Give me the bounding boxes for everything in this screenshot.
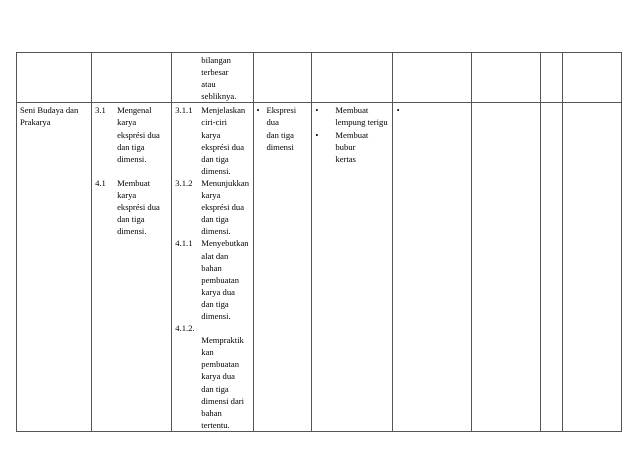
indikator-item [175, 322, 249, 431]
cell-kompetensi-dasar [92, 103, 172, 432]
indikator-text: Menunjukkan karya eksprési dua dan tiga dimensi. [201, 177, 250, 237]
kd-item [95, 104, 168, 164]
cell-mapel-empty [17, 53, 92, 103]
indikator-text: Menjelaskan ciri-ciri karya eksprési dua dan tiga dimensi. [201, 105, 246, 176]
mapel-text: Seni Budaya dan Prakarya [20, 105, 79, 128]
kd-text: Membuat karya eksprési dua dan tiga dimensi. [117, 177, 160, 237]
kd-number: 4.1 [95, 177, 106, 188]
cell-indikator-continuation [172, 53, 253, 103]
cell-kd-empty [92, 53, 172, 103]
indikator-number: 3.1.2 [175, 177, 193, 188]
kegiatan-list-item [315, 129, 388, 165]
indikator-text: Mempraktik kan pembuatan karya dua dan tiga dimensi dari bahan tertentu. [201, 335, 245, 430]
indikator-number: 4.1.1 [175, 238, 193, 249]
cell-col8-empty [540, 53, 562, 103]
kegiatan-text: Membuat bubur kertas [335, 129, 369, 164]
cell-mapel [17, 103, 92, 432]
bullet-icon: • [256, 105, 260, 116]
table-row-continuation [17, 53, 622, 103]
bullet-icon: • [396, 105, 400, 116]
syllabus-table [16, 52, 622, 432]
cell-kegiatan-empty [312, 53, 392, 103]
table-row-seni-budaya [17, 103, 622, 432]
bullet-icon: • [315, 105, 319, 116]
cell-materi [253, 103, 312, 432]
kegiatan-text: Membuat lempung terigu [335, 105, 388, 128]
cell-col8 [540, 103, 562, 432]
kd-item [95, 177, 168, 237]
indikator-item [175, 104, 249, 177]
kegiatan-list-item [315, 104, 388, 128]
indikator-item [175, 237, 249, 322]
cell-col7-empty [471, 53, 540, 103]
indikator-continuation-text: bilangan terbesar atau sebliknya. [201, 55, 237, 102]
cell-kegiatan [312, 103, 392, 432]
kd-number: 3.1 [95, 105, 106, 116]
cell-col6-empty [392, 53, 471, 103]
indikator-number: 3.1.1 [175, 105, 193, 116]
cell-col7 [471, 103, 540, 432]
indikator-item [175, 177, 249, 237]
cell-col9-empty [563, 53, 622, 103]
cell-col6 [392, 103, 471, 432]
cell-col9 [563, 103, 622, 432]
cell-indikator [172, 103, 253, 432]
indikator-number: 4.1.2. [175, 323, 195, 334]
bullet-icon: • [315, 129, 319, 140]
cell-materi-empty [253, 53, 312, 103]
indikator-text: Menyebutkan alat dan bahan pembuatan karya dua dan tiga dimensi. [201, 238, 249, 321]
materi-list-item [257, 104, 309, 152]
materi-text: Ekspresi dua dan tiga dimensi [266, 105, 297, 152]
kd-text: Mengenal karya eksprési dua dan tiga dimensi. [117, 105, 160, 164]
